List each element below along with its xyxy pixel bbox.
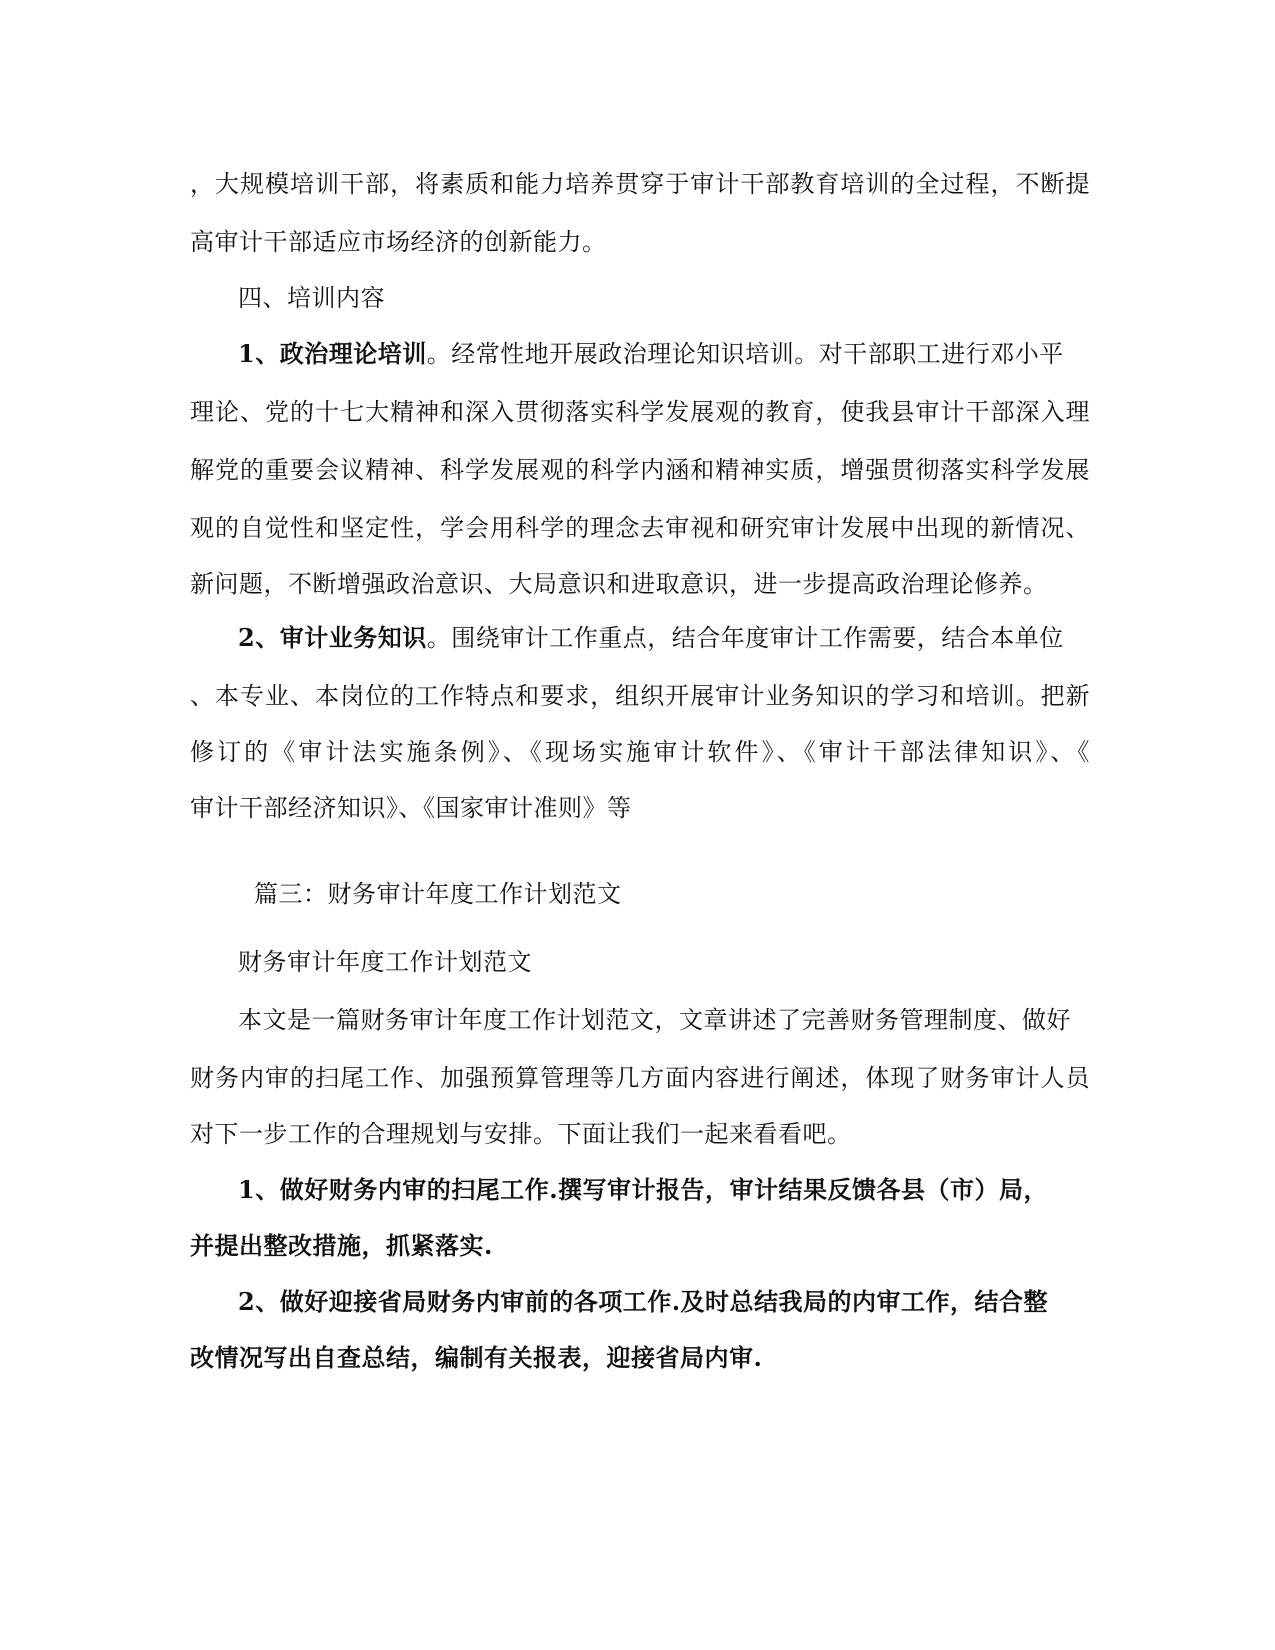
- paragraph-line: 本文是一篇财务审计年度工作计划范文，文章讲述了完善财务管理制度、做好: [238, 1006, 1071, 1034]
- paragraph-line: ，大规模培训干部，将素质和能力培养贯穿于审计干部教育培训的全过程，不断提: [190, 170, 1090, 198]
- list-item-heading: [238, 622, 1090, 654]
- paragraph-line: 、本专业、本岗位的工作特点和要求，组织开展审计业务知识的学习和培训。把新: [190, 682, 1090, 710]
- item-title: 2、审计业务知识: [238, 623, 427, 652]
- item-text: 。经常性地开展政治理论知识培训。对干部职工进行邓小平: [426, 340, 1064, 368]
- list-item-heading: [238, 338, 1090, 370]
- plan-item: 2、做好迎接省局财务内审前的各项工作.及时总结我局的内审工作，结合整: [238, 1287, 1049, 1316]
- section-heading: 四、培训内容: [238, 284, 385, 312]
- item-title: 1、政治理论培训: [238, 339, 427, 368]
- plan-item: 改情况写出自查总结，编制有关报表，迎接省局内审.: [190, 1343, 763, 1372]
- paragraph-line: 高审计干部适应市场经济的创新能力。: [190, 228, 607, 256]
- plan-item: 并提出整改措施，抓紧落实.: [190, 1231, 493, 1260]
- document-title: 财务审计年度工作计划范文: [238, 948, 532, 976]
- paragraph-line: 观的自觉性和坚定性，学会用科学的理念去审视和研究审计发展中出现的新情况、: [190, 514, 1090, 542]
- paragraph-line: 新问题，不断增强政治意识、大局意识和进取意识，进一步提高政治理论修养。: [190, 570, 1048, 598]
- item-text: 。围绕审计工作重点，结合年度审计工作需要，结合本单位: [426, 624, 1064, 652]
- paragraph-line: 财务内审的扫尾工作、加强预算管理等几方面内容进行阐述，体现了财务审计人员: [190, 1064, 1090, 1092]
- paragraph-line: 解党的重要会议精神、科学发展观的科学内涵和精神实质，增强贯彻落实科学发展: [190, 456, 1090, 484]
- paragraph-line: 审计干部经济知识》、《国家审计准则》等: [190, 794, 632, 822]
- paragraph-line: 理论、党的十七大精神和深入贯彻落实科学发展观的教育，使我县审计干部深入理: [190, 398, 1090, 426]
- chapter-heading: 篇三：财务审计年度工作计划范文: [254, 880, 622, 908]
- paragraph-line: 修订的《审计法实施条例》、《现场实施审计软件》、《审计干部法律知识》、《: [190, 738, 1090, 766]
- paragraph-line: 对下一步工作的合理规划与安排。下面让我们一起来看看吧。: [190, 1120, 852, 1148]
- plan-item: 1、做好财务内审的扫尾工作.撰写审计报告，审计结果反馈各县（市）局，: [238, 1175, 1049, 1204]
